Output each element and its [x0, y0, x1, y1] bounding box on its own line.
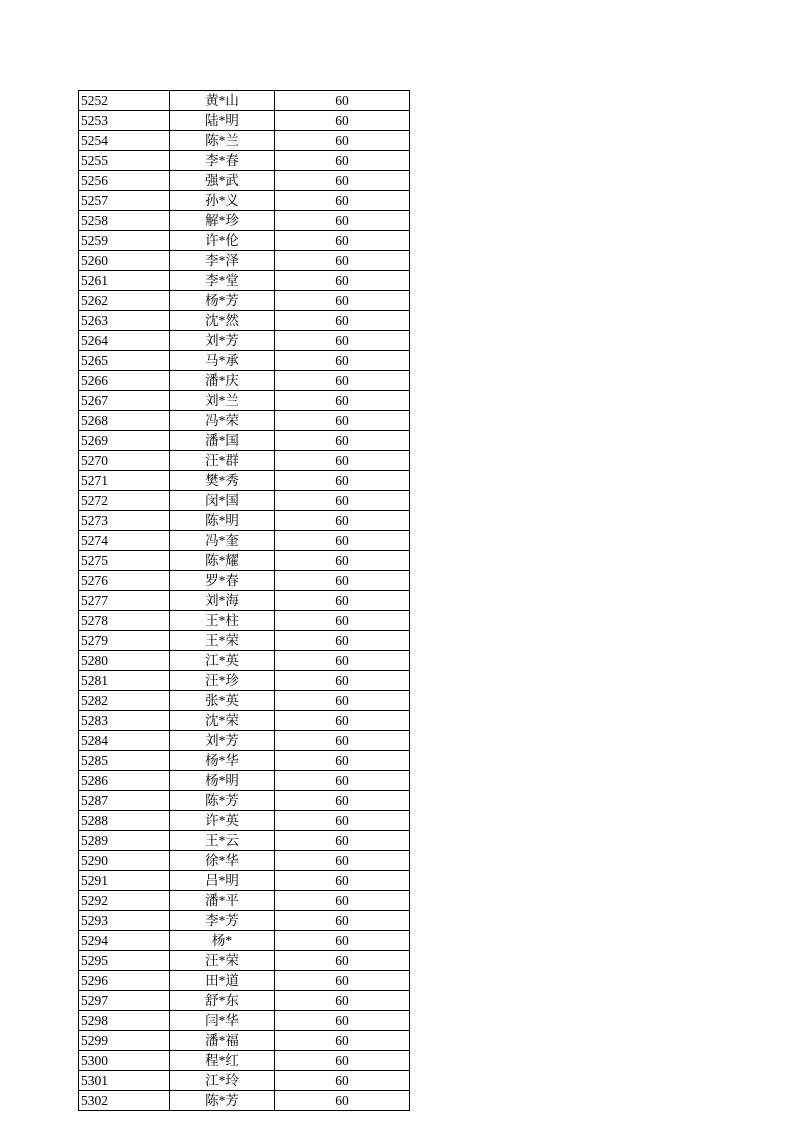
table-row: [79, 1051, 410, 1071]
table-row: [79, 851, 410, 871]
cell-name: 刘*芳: [170, 731, 275, 751]
table-row: [79, 251, 410, 271]
cell-name: 程*红: [170, 1051, 275, 1071]
table-row: [79, 591, 410, 611]
table-row: [79, 531, 410, 551]
cell-amount: 60: [275, 491, 410, 511]
cell-name: 罗*春: [170, 571, 275, 591]
cell-amount: 60: [275, 751, 410, 771]
cell-name: 汪*荣: [170, 951, 275, 971]
cell-id: 5254: [79, 131, 170, 151]
cell-name: 闫*华: [170, 1011, 275, 1031]
cell-amount: 60: [275, 411, 410, 431]
cell-amount: 60: [275, 951, 410, 971]
cell-amount: 60: [275, 871, 410, 891]
cell-id: 5277: [79, 591, 170, 611]
cell-id: 5302: [79, 1091, 170, 1111]
cell-id: 5300: [79, 1051, 170, 1071]
cell-name: 江*英: [170, 651, 275, 671]
cell-id: 5276: [79, 571, 170, 591]
cell-amount: 60: [275, 731, 410, 751]
cell-name: 舒*东: [170, 991, 275, 1011]
cell-amount: 60: [275, 811, 410, 831]
table-row: [79, 391, 410, 411]
cell-id: 5285: [79, 751, 170, 771]
cell-name: 王*荣: [170, 631, 275, 651]
cell-name: 冯*奎: [170, 531, 275, 551]
cell-id: 5270: [79, 451, 170, 471]
records-table-body: [79, 91, 410, 1111]
cell-id: 5293: [79, 911, 170, 931]
table-row: [79, 551, 410, 571]
table-row: [79, 231, 410, 251]
table-row: [79, 951, 410, 971]
cell-name: 李*堂: [170, 271, 275, 291]
cell-name: 孙*义: [170, 191, 275, 211]
table-row: [79, 311, 410, 331]
cell-name: 陈*耀: [170, 551, 275, 571]
cell-name: 汪*珍: [170, 671, 275, 691]
cell-id: 5301: [79, 1071, 170, 1091]
cell-id: 5264: [79, 331, 170, 351]
table-row: [79, 451, 410, 471]
cell-amount: 60: [275, 711, 410, 731]
cell-name: 冯*荣: [170, 411, 275, 431]
cell-amount: 60: [275, 1031, 410, 1051]
cell-amount: 60: [275, 971, 410, 991]
cell-amount: 60: [275, 151, 410, 171]
cell-id: 5267: [79, 391, 170, 411]
cell-name: 王*柱: [170, 611, 275, 631]
cell-amount: 60: [275, 591, 410, 611]
cell-id: 5258: [79, 211, 170, 231]
cell-amount: 60: [275, 91, 410, 111]
cell-amount: 60: [275, 311, 410, 331]
cell-amount: 60: [275, 851, 410, 871]
cell-name: 杨*: [170, 931, 275, 951]
table-row: [79, 91, 410, 111]
cell-name: 李*芳: [170, 911, 275, 931]
cell-name: 杨*华: [170, 751, 275, 771]
table-row: [79, 151, 410, 171]
table-row: [79, 891, 410, 911]
cell-name: 潘*庆: [170, 371, 275, 391]
cell-id: 5291: [79, 871, 170, 891]
cell-id: 5274: [79, 531, 170, 551]
cell-id: 5279: [79, 631, 170, 651]
table-row: [79, 271, 410, 291]
cell-name: 杨*明: [170, 771, 275, 791]
table-row: [79, 631, 410, 651]
cell-id: 5290: [79, 851, 170, 871]
cell-amount: 60: [275, 551, 410, 571]
table-row: [79, 331, 410, 351]
cell-amount: 60: [275, 791, 410, 811]
cell-amount: 60: [275, 391, 410, 411]
table-row: [79, 291, 410, 311]
cell-id: 5280: [79, 651, 170, 671]
cell-amount: 60: [275, 431, 410, 451]
cell-id: 5269: [79, 431, 170, 451]
table-row: [79, 211, 410, 231]
cell-id: 5299: [79, 1031, 170, 1051]
cell-amount: 60: [275, 191, 410, 211]
table-row: [79, 171, 410, 191]
cell-amount: 60: [275, 1091, 410, 1111]
cell-amount: 60: [275, 631, 410, 651]
cell-id: 5288: [79, 811, 170, 831]
cell-amount: 60: [275, 671, 410, 691]
cell-name: 樊*秀: [170, 471, 275, 491]
table-row: [79, 651, 410, 671]
cell-id: 5261: [79, 271, 170, 291]
cell-amount: 60: [275, 371, 410, 391]
cell-amount: 60: [275, 651, 410, 671]
cell-amount: 60: [275, 891, 410, 911]
cell-amount: 60: [275, 471, 410, 491]
cell-id: 5275: [79, 551, 170, 571]
cell-name: 刘*海: [170, 591, 275, 611]
cell-name: 沈*荣: [170, 711, 275, 731]
table-row: [79, 491, 410, 511]
cell-name: 解*珍: [170, 211, 275, 231]
table-row: [79, 371, 410, 391]
cell-name: 王*云: [170, 831, 275, 851]
table-row: [79, 671, 410, 691]
cell-id: 5287: [79, 791, 170, 811]
table-row: [79, 611, 410, 631]
cell-id: 5298: [79, 1011, 170, 1031]
cell-name: 张*英: [170, 691, 275, 711]
cell-id: 5297: [79, 991, 170, 1011]
cell-amount: 60: [275, 931, 410, 951]
cell-id: 5257: [79, 191, 170, 211]
cell-id: 5266: [79, 371, 170, 391]
table-row: [79, 131, 410, 151]
cell-amount: 60: [275, 111, 410, 131]
table-row: [79, 1071, 410, 1091]
cell-id: 5278: [79, 611, 170, 631]
cell-amount: 60: [275, 351, 410, 371]
cell-name: 汪*群: [170, 451, 275, 471]
cell-name: 潘*平: [170, 891, 275, 911]
cell-amount: 60: [275, 211, 410, 231]
table-row: [79, 791, 410, 811]
table-row: [79, 1091, 410, 1111]
cell-amount: 60: [275, 271, 410, 291]
table-row: [79, 411, 410, 431]
table-row: [79, 871, 410, 891]
cell-amount: 60: [275, 171, 410, 191]
cell-amount: 60: [275, 231, 410, 251]
cell-amount: 60: [275, 691, 410, 711]
cell-id: 5259: [79, 231, 170, 251]
cell-amount: 60: [275, 1051, 410, 1071]
cell-id: 5282: [79, 691, 170, 711]
table-row: [79, 711, 410, 731]
table-row: [79, 571, 410, 591]
cell-amount: 60: [275, 331, 410, 351]
cell-id: 5294: [79, 931, 170, 951]
cell-name: 沈*然: [170, 311, 275, 331]
cell-name: 许*英: [170, 811, 275, 831]
table-row: [79, 991, 410, 1011]
table-row: [79, 111, 410, 131]
cell-name: 徐*华: [170, 851, 275, 871]
cell-name: 陈*芳: [170, 791, 275, 811]
cell-id: 5281: [79, 671, 170, 691]
cell-amount: 60: [275, 291, 410, 311]
cell-id: 5286: [79, 771, 170, 791]
cell-amount: 60: [275, 451, 410, 471]
cell-id: 5253: [79, 111, 170, 131]
table-row: [79, 771, 410, 791]
cell-name: 潘*福: [170, 1031, 275, 1051]
table-row: [79, 971, 410, 991]
cell-name: 李*泽: [170, 251, 275, 271]
cell-name: 刘*芳: [170, 331, 275, 351]
cell-id: 5289: [79, 831, 170, 851]
cell-amount: 60: [275, 1071, 410, 1091]
cell-amount: 60: [275, 251, 410, 271]
cell-name: 李*春: [170, 151, 275, 171]
cell-amount: 60: [275, 131, 410, 151]
cell-id: 5262: [79, 291, 170, 311]
records-table: [78, 90, 410, 1111]
cell-id: 5271: [79, 471, 170, 491]
cell-name: 陈*兰: [170, 131, 275, 151]
cell-id: 5272: [79, 491, 170, 511]
table-row: [79, 191, 410, 211]
cell-id: 5263: [79, 311, 170, 331]
data-table-container: [78, 90, 410, 1111]
table-row: [79, 471, 410, 491]
table-row: [79, 931, 410, 951]
cell-id: 5284: [79, 731, 170, 751]
cell-name: 闵*国: [170, 491, 275, 511]
cell-name: 潘*国: [170, 431, 275, 451]
table-row: [79, 831, 410, 851]
cell-id: 5256: [79, 171, 170, 191]
cell-name: 陈*芳: [170, 1091, 275, 1111]
cell-id: 5252: [79, 91, 170, 111]
cell-amount: 60: [275, 531, 410, 551]
cell-amount: 60: [275, 511, 410, 531]
cell-id: 5296: [79, 971, 170, 991]
cell-amount: 60: [275, 911, 410, 931]
cell-name: 江*玲: [170, 1071, 275, 1091]
table-row: [79, 811, 410, 831]
cell-name: 陈*明: [170, 511, 275, 531]
cell-name: 许*伦: [170, 231, 275, 251]
table-row: [79, 351, 410, 371]
table-row: [79, 1011, 410, 1031]
cell-amount: 60: [275, 571, 410, 591]
table-row: [79, 511, 410, 531]
cell-name: 杨*芳: [170, 291, 275, 311]
cell-id: 5260: [79, 251, 170, 271]
cell-name: 黄*山: [170, 91, 275, 111]
cell-id: 5265: [79, 351, 170, 371]
table-row: [79, 751, 410, 771]
cell-name: 吕*明: [170, 871, 275, 891]
cell-id: 5268: [79, 411, 170, 431]
cell-id: 5273: [79, 511, 170, 531]
cell-id: 5255: [79, 151, 170, 171]
cell-id: 5283: [79, 711, 170, 731]
cell-name: 刘*兰: [170, 391, 275, 411]
cell-amount: 60: [275, 771, 410, 791]
table-row: [79, 731, 410, 751]
cell-name: 马*承: [170, 351, 275, 371]
cell-amount: 60: [275, 831, 410, 851]
cell-name: 田*道: [170, 971, 275, 991]
cell-amount: 60: [275, 991, 410, 1011]
cell-name: 陆*明: [170, 111, 275, 131]
table-row: [79, 911, 410, 931]
table-row: [79, 1031, 410, 1051]
table-row: [79, 691, 410, 711]
cell-name: 强*武: [170, 171, 275, 191]
table-row: [79, 431, 410, 451]
cell-id: 5295: [79, 951, 170, 971]
cell-amount: 60: [275, 1011, 410, 1031]
cell-amount: 60: [275, 611, 410, 631]
cell-id: 5292: [79, 891, 170, 911]
